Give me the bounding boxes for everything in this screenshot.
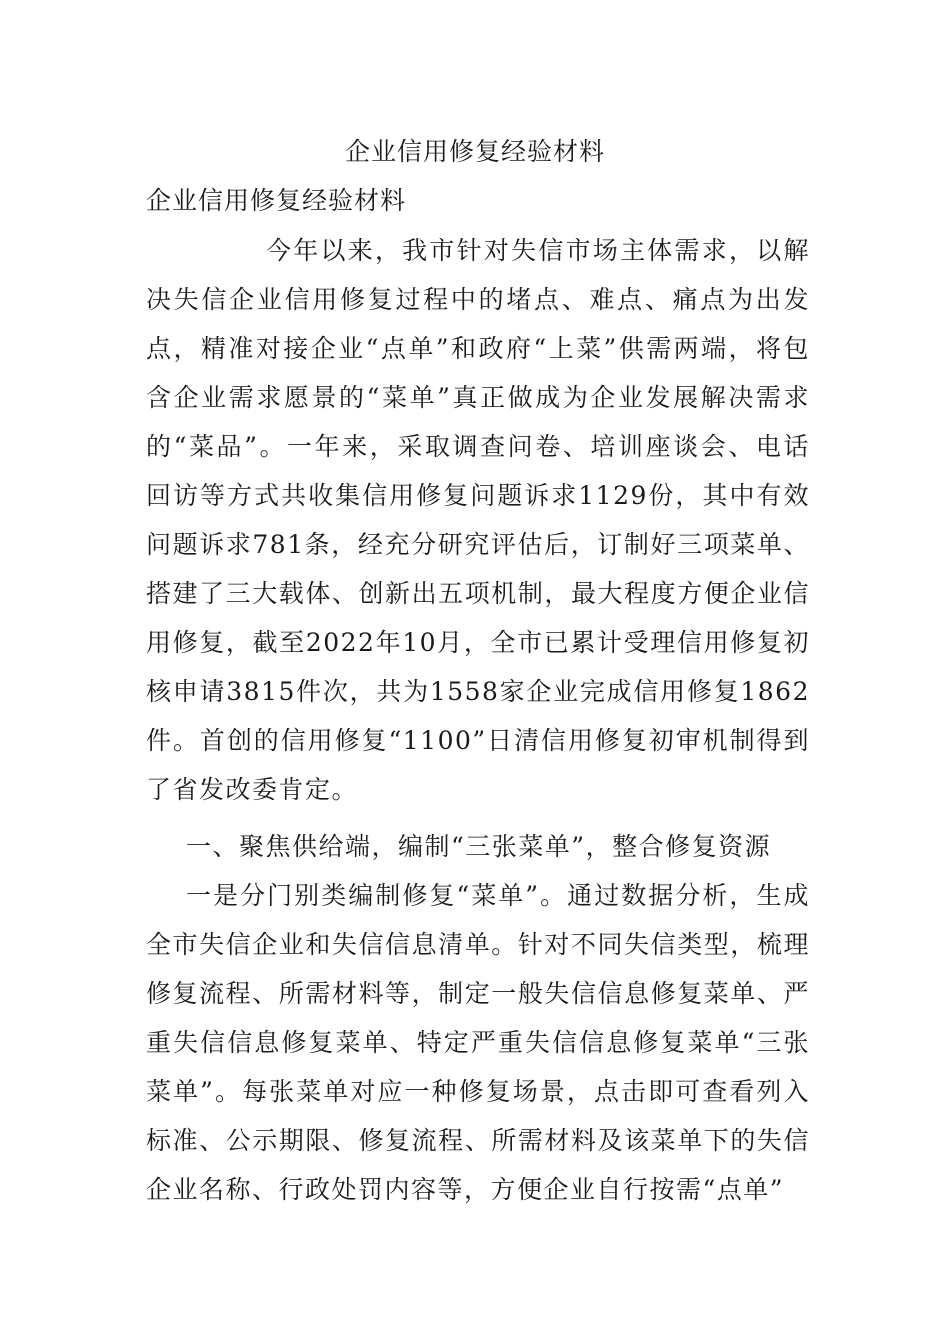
document-title: 企业信用修复经验材料 bbox=[344, 137, 605, 166]
section-paragraph-text: 一是分门别类编制修复“菜单”。通过数据分析，生成全市失信企业和失信信息清单。针对不同失信类型，梳理修复流程、所需材料等，制定一般失信信息修复菜单、严重失信信息修复菜单、特定严重失信信息修复菜单“三张菜单”。每张菜单对应一种修复场景，点击即可查看列入标准、公示期限、修复流程、所需材料及该菜单下的失信企业名称、行政处罚内容等，方便企业自行按需“点单” bbox=[146, 881, 810, 1204]
section-heading bbox=[146, 822, 810, 871]
document-subtitle: 企业信用修复经验材料 bbox=[146, 186, 407, 215]
section-paragraph bbox=[146, 871, 810, 1214]
section-heading-text: 一、聚焦供给端，编制“三张菜单”，整合修复资源 bbox=[186, 832, 772, 861]
intro-paragraph bbox=[146, 226, 810, 814]
intro-text: 今年以来，我市针对失信市场主体需求，以解决失信企业信用修复过程中的堵点、难点、痛点为出发点，精准对接企业“点单”和政府“上菜”供需两端，将包含企业需求愿景的“菜单”真正做成为企业发展解决需求的“菜品”。一年来，采取调查问卷、培训座谈会、电话回访等方式共收集信用修复问题诉求1129份，其中有效问题诉求781条，经充分研究评估后，订制好三项菜单、搭建了三大载体、创新出五项机制，最大程度方便企业信用修复，截至2022年10月，全市已累计受理信用修复初核申请3815件次，共为1558家企业完成信用修复1862件。首创的信用修复“1100”日清信用修复初审机制得到了省发改委肯定。 bbox=[146, 236, 810, 804]
